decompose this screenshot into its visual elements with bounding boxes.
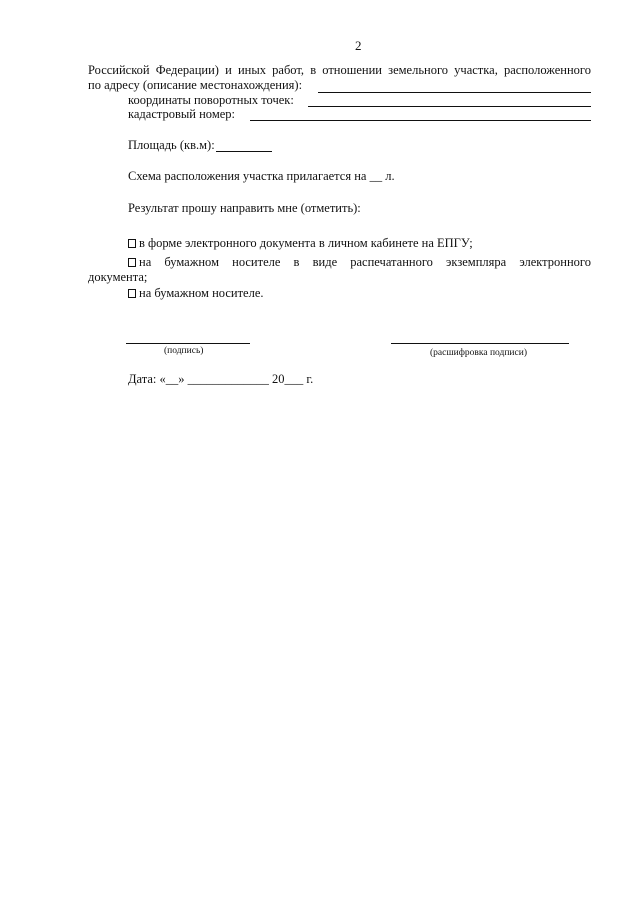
signature-line bbox=[126, 343, 250, 344]
decode-line bbox=[391, 343, 569, 344]
option-paper-label: на бумажном носителе. bbox=[139, 286, 264, 300]
scheme-text: Схема расположения участка прилагается на __ л. bbox=[128, 169, 395, 183]
decode-caption: (расшифровка подписи) bbox=[430, 348, 527, 358]
checkbox-icon[interactable] bbox=[128, 239, 136, 248]
intro-line-1: Российской Федерации) и иных работ, в отношении земельного участка, расположенного bbox=[88, 63, 591, 77]
date-line: Дата: «__» _____________ 20___ г. bbox=[128, 372, 314, 386]
checkbox-icon[interactable] bbox=[128, 258, 136, 267]
page-number: 2 bbox=[355, 38, 362, 53]
signature-caption: (подпись) bbox=[164, 346, 204, 356]
coords-label: координаты поворотных точек: bbox=[128, 93, 294, 107]
option-paper bbox=[128, 286, 264, 301]
option-electronic bbox=[128, 236, 473, 251]
option-paper-printed-label: на бумажном носителе в виде распечатанного экземпляра электронного bbox=[139, 255, 591, 269]
intro-line-2: по адресу (описание местонахождения): bbox=[88, 78, 303, 92]
option-paper-printed bbox=[128, 255, 591, 270]
option-electronic-label: в форме электронного документа в личном кабинете на ЕПГУ; bbox=[139, 236, 473, 250]
address-fill-line bbox=[318, 92, 591, 93]
area-label: Площадь (кв.м): bbox=[128, 138, 215, 152]
cadastral-fill-line bbox=[250, 120, 591, 121]
coords-fill-line bbox=[308, 106, 591, 107]
checkbox-icon[interactable] bbox=[128, 289, 136, 298]
result-label: Результат прошу направить мне (отметить): bbox=[128, 201, 361, 215]
area-fill-line bbox=[216, 151, 272, 152]
option-paper-printed-cont: документа; bbox=[88, 270, 148, 284]
cadastral-label: кадастровый номер: bbox=[128, 107, 236, 121]
